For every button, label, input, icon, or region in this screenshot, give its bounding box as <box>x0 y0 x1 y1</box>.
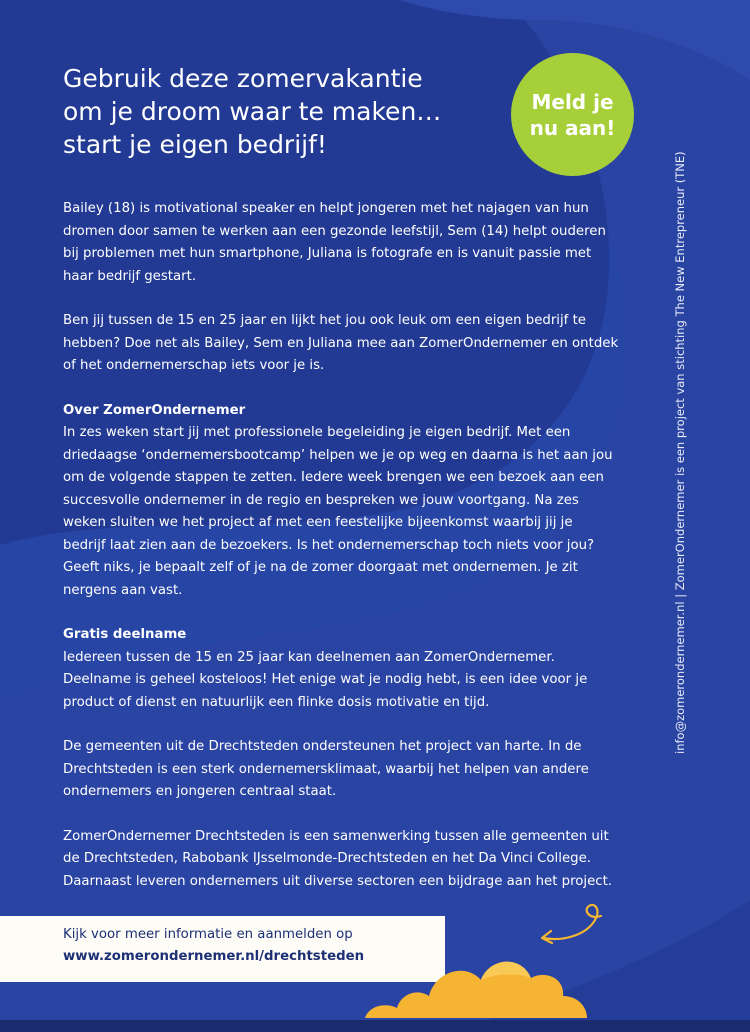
paragraph <box>63 310 643 378</box>
title-line: Gebruik deze zomervakantie <box>63 64 423 93</box>
text-line: bedrijf laat zien aan de bezoekers. Is het ondernemerschap toch niets voor jou? <box>63 537 595 553</box>
bottom-strip <box>0 1020 750 1032</box>
text-line: Iedereen tussen de 15 en 25 jaar kan deelnemen aan ZomerOndernemer. <box>63 649 555 665</box>
badge-line: nu aan! <box>529 115 616 140</box>
text-line: ZomerOndernemer Drechtsteden is een samenwerking tussen alle gemeenten uit <box>63 828 609 844</box>
title-line: start je eigen bedrijf! <box>63 130 327 159</box>
text-line: In zes weken start jij met professionele begeleiding je eigen bedrijf. Met een <box>63 425 571 440</box>
paragraph-over <box>63 400 643 603</box>
curly-arrow-icon <box>535 898 610 948</box>
cloud-icon <box>355 948 595 1020</box>
text-line: product of dienst en natuurlijk een flinke dosis motivatie en tijd. <box>63 694 490 710</box>
text-line: of het ondernemerschap iets voor je is. <box>63 358 325 373</box>
text-line: De gemeenten uit de Drechtsteden ondersteunen het project van harte. In de <box>63 739 582 754</box>
section-heading: Over ZomerOndernemer <box>63 402 246 418</box>
paragraph <box>63 826 643 894</box>
text-line: bij problemen met hun smartphone, Juliana is fotografe en is vanuit passie met <box>63 246 592 261</box>
text-line: de Drechtsteden, Rabobank IJsselmonde-Drechtsteden en het Da Vinci College. <box>63 851 591 866</box>
info-text: Kijk voor meer informatie en aanmelden op <box>63 927 353 942</box>
paragraph-gratis <box>63 624 643 714</box>
text-line: haar bedrijf gestart. <box>63 268 197 284</box>
title-line: om je droom waar te maken… <box>63 97 442 126</box>
text-line: Geeft niks, je bepaalt zelf of je na de zomer doorgaat met ondernemen. Je zit <box>63 560 578 575</box>
text-line: driedaagse ‘ondernemersbootcamp’ helpen we je op weg en daarna is het aan jou <box>63 447 613 463</box>
body-text <box>63 198 643 915</box>
text-line: succesvolle ondernemer in de regio en bespreken we jouw voortgang. Na zes <box>63 492 579 508</box>
text-line: weken sluiten we het project af met een feestelijke bijeenkomst waarbij jij je <box>63 515 573 530</box>
text-line: Drechtsteden is een sterk ondernemersklimaat, waarbij het helpen van andere <box>63 761 589 777</box>
website-link[interactable]: www.zomerondernemer.nl/drechtsteden <box>63 949 365 964</box>
badge-line: Meld je <box>531 89 614 114</box>
text-line: ondernemers en jongeren centraal staat. <box>63 784 337 799</box>
text-line: dromen door samen te werken aan een gezonde leefstijl, Sem (14) helpt ouderen <box>63 223 606 239</box>
sidebar-credit: info@zomerondernemer.nl | ZomerOndernemer is een project van stichting The New Entrepreneur (TNE) <box>673 151 687 754</box>
text-line: Bailey (18) is motivational speaker en helpt jongeren met het najagen van hun <box>63 201 589 216</box>
paragraph <box>63 198 643 288</box>
text-line: nergens aan vast. <box>63 582 183 598</box>
signup-badge[interactable] <box>511 53 634 176</box>
section-heading: Gratis deelname <box>63 627 187 642</box>
page-title <box>63 62 483 161</box>
text-line: Ben jij tussen de 15 en 25 jaar en lijkt het jou ook leuk om een eigen bedrijf te <box>63 313 586 328</box>
text-line: om de volgende stappen te zetten. Iedere week brengen we een bezoek aan een <box>63 470 604 485</box>
text-line: Daarnaast leveren ondernemers uit diverse sectoren een bijdrage aan het project. <box>63 873 613 889</box>
paragraph <box>63 736 643 804</box>
text-line: Deelname is geheel kosteloos! Het enige wat je nodig hebt, is een idee voor je <box>63 672 588 687</box>
text-line: hebben? Doe net als Bailey, Sem en Juliana mee aan ZomerOndernemer en ontdek <box>63 335 619 351</box>
